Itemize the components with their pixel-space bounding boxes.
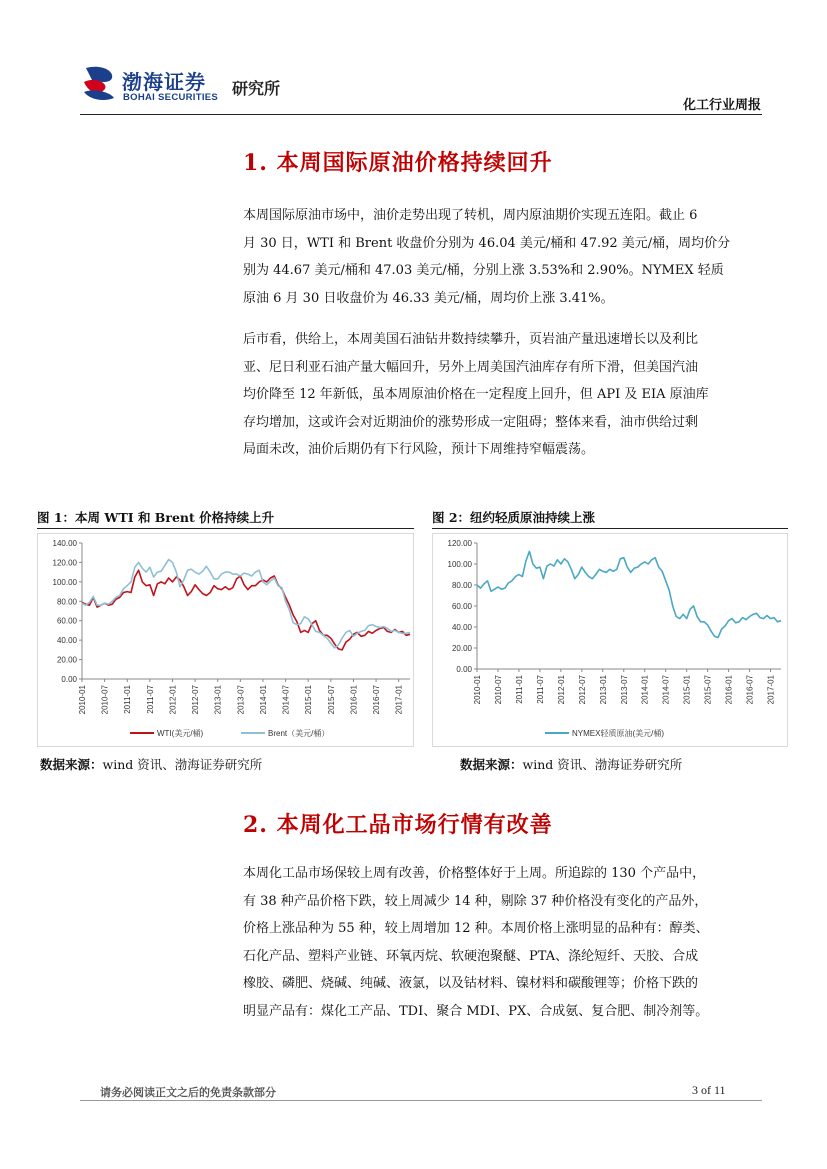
- figure2-source: [460, 755, 682, 773]
- x-tick-label: 2016-07: [372, 685, 382, 715]
- paragraph-line: 石化产品、塑料产业链、环氧丙烷、软硬泡聚醚、PTA、涤纶短纤、天胶、合成: [243, 948, 699, 964]
- figure1-source: [40, 755, 262, 773]
- x-tick-label: 2013-01: [213, 685, 223, 715]
- report-type-title: 化工行业周报: [682, 98, 761, 113]
- y-tick-label: 0.00: [456, 665, 472, 674]
- logo-english-name: BOHAI SECURITIES: [123, 92, 219, 103]
- section1-paragraph-2: [243, 326, 753, 464]
- x-tick-label: 2016-01: [349, 685, 359, 715]
- logo-institute-label: 研究所: [232, 79, 281, 98]
- x-tick-label: 2012-01: [556, 675, 566, 705]
- x-tick-label: 2011-01: [123, 685, 133, 714]
- y-tick-label: 20.00: [56, 655, 77, 665]
- x-tick-label: 2015-01: [682, 675, 692, 705]
- x-tick-label: 2017-01: [394, 685, 404, 715]
- x-tick-label: 2010-07: [100, 685, 110, 715]
- x-tick-label: 2010-01: [473, 675, 482, 705]
- paragraph-line: 别为 44.67 美元/桶和 47.03 美元/桶，分别上涨 3.53%和 2.90%。NYMEX 轻质: [243, 263, 724, 278]
- footer-divider: [80, 1100, 762, 1101]
- section1-heading: 1. 本周国际原油价格持续回升: [243, 150, 553, 176]
- section1-paragraph-1: [243, 202, 753, 312]
- paragraph-line: 后市看，供给上，本周美国石油钻井数持续攀升，页岩油产量迅速增长以及利比: [243, 332, 699, 347]
- x-tick-label: 2012-07: [191, 685, 201, 715]
- y-tick-label: 120.00: [447, 539, 472, 548]
- paragraph-line: 月 30 日，WTI 和 Brent 收盘价分别为 46.04 美元/桶和 47.92 美元/桶，周均价分: [243, 235, 731, 251]
- source-text: wind 资讯、渤海证券研究所: [522, 757, 683, 772]
- logo-chinese-name: 渤海证券: [122, 70, 206, 94]
- x-tick-label: 2014-07: [281, 685, 291, 715]
- legend-label: Brent（美元/桶）: [268, 729, 330, 738]
- x-tick-label: 2017-01: [766, 675, 776, 705]
- header-divider: [80, 114, 762, 115]
- paragraph-line: 本周化工品市场保较上周有改善，价格整体好于上周。所追踪的 130 个产品中，: [243, 866, 706, 881]
- paragraph-line: 均价降至 12 年新低，虽本周原油价格在一定程度上回升，但 API 及 EIA 原油库: [243, 387, 709, 402]
- figure2-title-rule: [432, 528, 788, 529]
- series-line-2: [82, 560, 410, 648]
- x-tick-label: 2011-07: [145, 685, 155, 714]
- figure2-title: 图 2：纽约轻质原油持续上涨: [432, 510, 596, 525]
- source-label: 数据来源：: [460, 757, 523, 772]
- paragraph-line: 本周国际原油市场中，油价走势出现了转机，周内原油期价实现五连阳。截止 6: [243, 208, 698, 223]
- y-tick-label: 40.00: [451, 623, 472, 632]
- x-tick-label: 2016-07: [745, 675, 755, 705]
- figure1-title-rule: [37, 528, 414, 529]
- x-tick-label: 2012-01: [168, 685, 178, 715]
- disclaimer-note: 请务必阅读正文之后的免责条款部分: [100, 1086, 276, 1099]
- source-label: 数据来源：: [40, 757, 103, 772]
- x-tick-label: 2013-07: [619, 675, 629, 705]
- y-tick-label: 140.00: [52, 539, 77, 548]
- y-tick-label: 100.00: [52, 577, 77, 587]
- x-tick-label: 2015-01: [304, 685, 314, 715]
- y-tick-label: 80.00: [451, 581, 472, 590]
- figure1-title: 图 1：本周 WTI 和 Brent 价格持续上升: [37, 510, 275, 525]
- source-text: wind 资讯、渤海证券研究所: [102, 757, 263, 772]
- y-tick-label: 120.00: [52, 558, 77, 568]
- x-tick-label: 2015-07: [326, 685, 336, 715]
- section2-paragraph: [243, 860, 753, 1025]
- y-tick-label: 60.00: [56, 616, 77, 626]
- paragraph-line: 明显产品有：煤化工产品、TDI、聚合 MDI、PX、合成氨、复合肥、制冷剂等。: [243, 1003, 709, 1019]
- paragraph-line: 橡胶、磷肥、烧碱、纯碱、液氯，以及钴材料、镍材料和碳酸锂等；价格下跌的: [243, 976, 699, 991]
- wti-brent-chart: [37, 533, 414, 747]
- bohai-logo-icon: [80, 64, 118, 102]
- section2-heading: 2. 本周化工品市场行情有改善: [243, 812, 553, 838]
- paragraph-line: 原油 6 月 30 日收盘价为 46.33 美元/桶，周均价上涨 3.41%。: [243, 290, 614, 306]
- legend-label: NYMEX轻质原油(美元/桶): [572, 729, 664, 738]
- x-tick-label: 2016-01: [724, 675, 734, 705]
- series-line-1: [477, 551, 781, 637]
- x-tick-label: 2010-01: [78, 685, 87, 715]
- x-tick-label: 2014-07: [661, 675, 671, 705]
- legend-label: WTI(美元/桶): [157, 729, 204, 738]
- x-tick-label: 2010-07: [493, 675, 503, 705]
- y-tick-label: 60.00: [451, 602, 472, 611]
- y-tick-label: 80.00: [56, 597, 77, 607]
- nymex-chart: [432, 533, 788, 747]
- x-tick-label: 2014-01: [258, 685, 268, 715]
- paragraph-line: 存均增加，这或许会对近期油价的涨势形成一定阻碍；整体来看，油市供给过剩: [243, 414, 699, 430]
- paragraph-line: 价格上涨品种为 55 种，较上周增加 12 种。本周价格上涨明显的品种有：醇类、: [243, 921, 709, 936]
- paragraph-line: 局面未改，油价后期仍有下行风险，预计下周维持窄幅震荡。: [243, 442, 595, 457]
- x-tick-label: 2013-07: [236, 685, 246, 715]
- x-tick-label: 2015-07: [703, 675, 713, 705]
- paragraph-line: 有 38 种产品价格下跌，较上周减少 14 种，剔除 37 种价格没有变化的产品外，: [243, 893, 708, 909]
- y-tick-label: 40.00: [56, 636, 77, 646]
- x-tick-label: 2012-07: [577, 675, 587, 705]
- x-tick-label: 2014-01: [640, 675, 650, 705]
- y-tick-label: 0.00: [61, 675, 77, 684]
- y-tick-label: 20.00: [451, 644, 472, 653]
- page-number: 3 of 11: [692, 1083, 726, 1097]
- x-tick-label: 2011-01: [514, 675, 524, 704]
- x-tick-label: 2011-07: [535, 675, 545, 704]
- x-tick-label: 2013-01: [598, 675, 608, 705]
- paragraph-line: 亚、尼日利亚石油产量大幅回升，另外上周美国汽油库存有所下滑，但美国汽油: [243, 359, 699, 375]
- y-tick-label: 100.00: [447, 560, 472, 569]
